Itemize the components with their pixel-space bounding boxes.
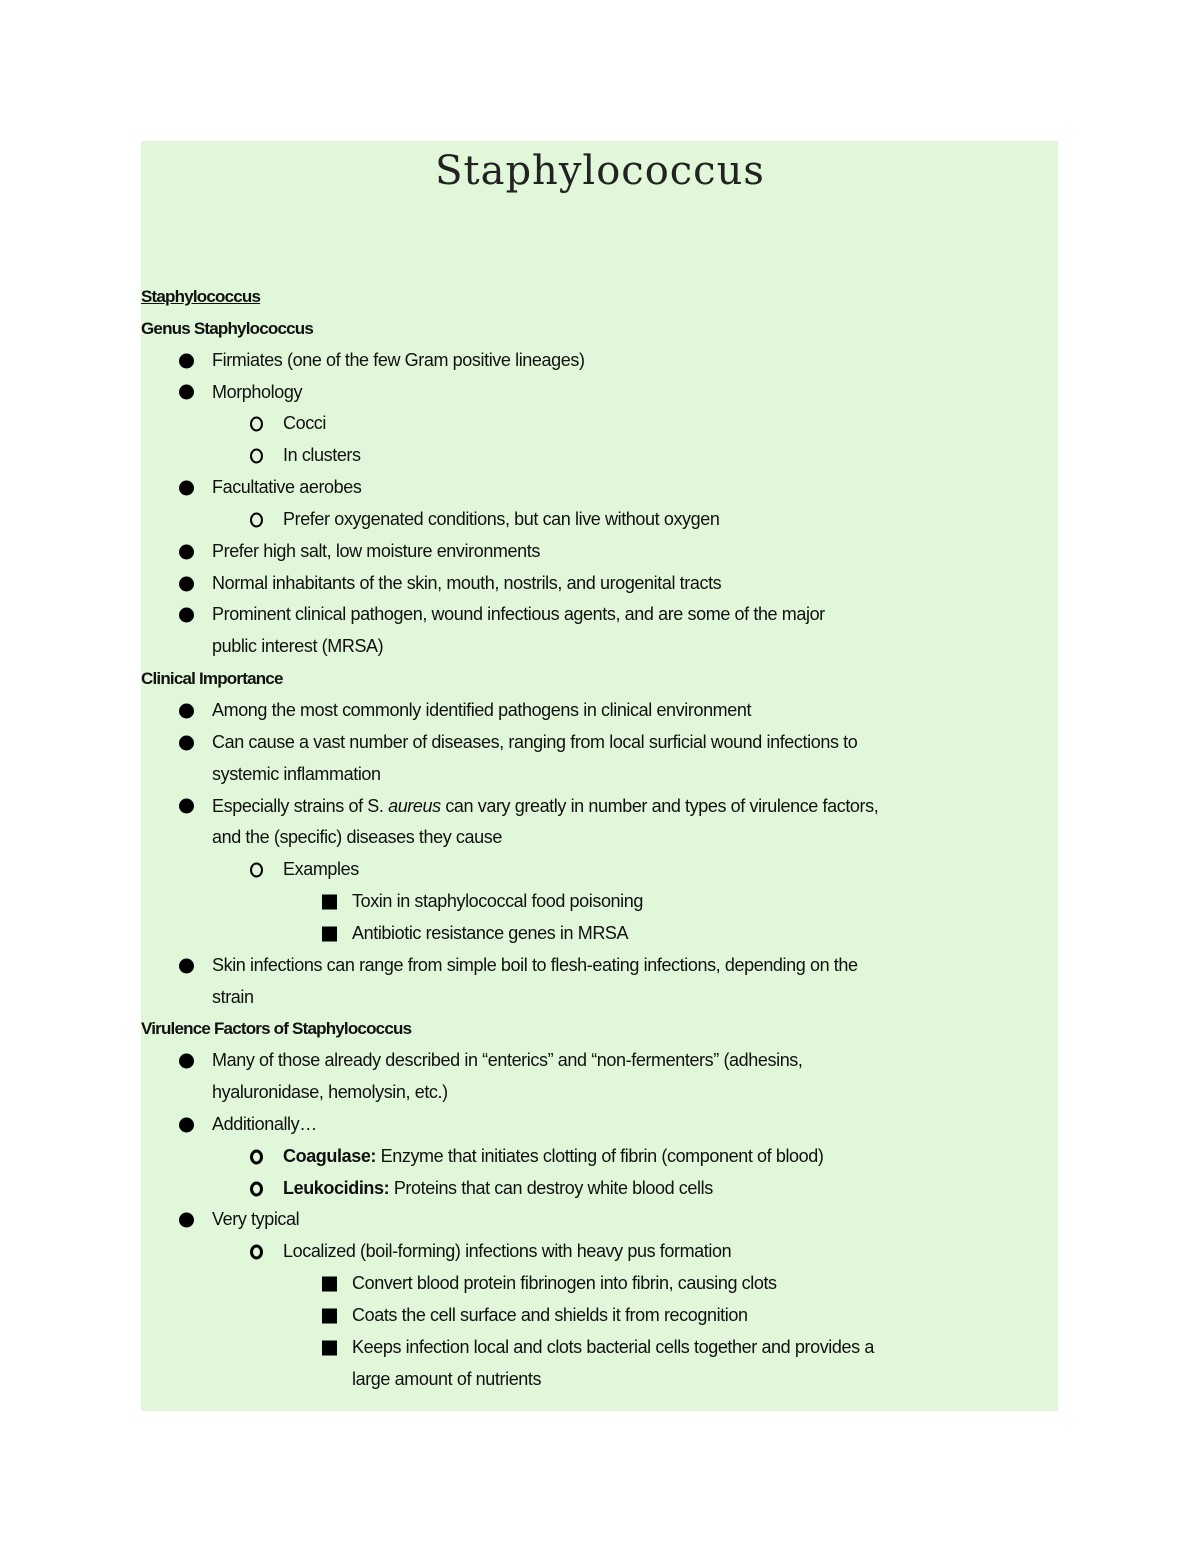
line-text: Clinical Importance	[141, 669, 283, 689]
notes-body	[141, 281, 1071, 1396]
line-text: Examples	[283, 859, 359, 880]
filled-bullet-icon	[179, 799, 194, 814]
line-text: Genus Staphylococcus	[141, 318, 313, 338]
list-item	[141, 1045, 1071, 1077]
list-item	[141, 1077, 1071, 1109]
list-item	[141, 1268, 1071, 1300]
square-bullet-icon	[322, 926, 337, 941]
line-text: Among the most commonly identified pathogens in clinical environment	[212, 699, 752, 720]
list-item	[141, 727, 1071, 759]
list-item	[141, 408, 1071, 440]
list-item	[141, 1109, 1071, 1141]
line-text: Firmiates (one of the few Gram positive lineages)	[212, 349, 585, 370]
filled-bullet-icon	[179, 703, 194, 718]
list-item	[141, 536, 1071, 568]
line-text: strain	[212, 986, 254, 1007]
line-text: Convert blood protein fibrinogen into fibrin, causing clots	[352, 1273, 777, 1294]
list-item	[141, 345, 1071, 377]
line-text: Additionally…	[212, 1113, 317, 1134]
hollow-bullet-icon	[250, 1245, 263, 1260]
square-bullet-icon	[322, 1277, 337, 1292]
list-item	[141, 822, 1071, 854]
term-label: Coagulase:	[283, 1145, 377, 1166]
filled-bullet-icon	[179, 608, 194, 623]
line-text: Localized (boil-forming) infections with heavy pus formation	[283, 1241, 732, 1262]
line-text: Proteins that can destroy white blood cells	[389, 1177, 713, 1198]
list-item	[141, 472, 1071, 504]
list-item	[141, 854, 1071, 886]
list-item	[141, 1141, 1071, 1173]
line-text: and the (specific) diseases they cause	[212, 827, 502, 848]
section-heading	[141, 313, 1071, 345]
list-item	[141, 759, 1071, 791]
square-bullet-icon	[322, 894, 337, 909]
line-text: public interest (MRSA)	[212, 636, 384, 657]
line-text: Facultative aerobes	[212, 477, 362, 498]
filled-bullet-icon	[179, 576, 194, 591]
hollow-bullet-icon	[250, 512, 263, 527]
section-heading	[141, 663, 1071, 695]
line-text: Virulence Factors of Staphylococcus	[141, 1019, 412, 1039]
list-item	[141, 982, 1071, 1014]
filled-bullet-icon	[179, 735, 194, 750]
line-text: Can cause a vast number of diseases, ranging from local surficial wound infections to	[212, 731, 858, 752]
hollow-bullet-icon	[250, 449, 263, 464]
list-item	[141, 791, 1071, 823]
list-item	[141, 695, 1071, 727]
filled-bullet-icon	[179, 480, 194, 495]
list-item	[141, 631, 1071, 663]
list-item	[141, 1173, 1071, 1205]
filled-bullet-icon	[179, 385, 194, 400]
line-text: In clusters	[283, 445, 361, 466]
section-heading	[141, 1013, 1071, 1045]
line-text: Cocci	[283, 413, 327, 434]
line-text: Prefer high salt, low moisture environments	[212, 540, 540, 561]
line-text: Keeps infection local and clots bacterial cells together and provides a	[352, 1336, 874, 1357]
line-text: large amount of nutrients	[352, 1368, 542, 1389]
list-item	[141, 1364, 1071, 1396]
list-item	[141, 886, 1071, 918]
square-bullet-icon	[322, 1340, 337, 1355]
filled-bullet-icon	[179, 1054, 194, 1069]
page-title: Staphylococcus	[435, 148, 765, 194]
section-heading	[141, 281, 1071, 313]
list-item	[141, 1332, 1071, 1364]
list-item	[141, 440, 1071, 472]
hollow-bullet-icon	[250, 417, 263, 432]
hollow-bullet-icon	[250, 863, 263, 878]
species-name: aureus	[388, 795, 441, 816]
list-item	[141, 1300, 1071, 1332]
hollow-bullet-icon	[250, 1149, 263, 1164]
list-item	[141, 1236, 1071, 1268]
line-text: Normal inhabitants of the skin, mouth, nostrils, and urogenital tracts	[212, 572, 722, 593]
filled-bullet-icon	[179, 544, 194, 559]
line-text: Very typical	[212, 1209, 300, 1230]
line-text: systemic inflammation	[212, 763, 381, 784]
list-item	[141, 599, 1071, 631]
line-text: Many of those already described in “enterics” and “non-fermenters” (adhesins,	[212, 1050, 803, 1071]
line-text: can vary greatly in number and types of virulence factors,	[440, 795, 879, 816]
filled-bullet-icon	[179, 1117, 194, 1132]
list-item	[141, 918, 1071, 950]
line-text: Prominent clinical pathogen, wound infectious agents, and are some of the major	[212, 604, 825, 625]
hollow-bullet-icon	[250, 1181, 263, 1196]
line-text: Antibiotic resistance genes in MRSA	[352, 922, 629, 943]
filled-bullet-icon	[179, 958, 194, 973]
square-bullet-icon	[322, 1308, 337, 1323]
filled-bullet-icon	[179, 353, 194, 368]
line-text: Morphology	[212, 381, 303, 402]
line-text: Staphylococcus	[141, 287, 261, 306]
list-item	[141, 950, 1071, 982]
line-text: Skin infections can range from simple boil to flesh-eating infections, depending on the	[212, 954, 858, 975]
term-label: Leukocidins:	[283, 1177, 390, 1198]
line-text: Toxin in staphylococcal food poisoning	[352, 891, 643, 912]
list-item	[141, 1204, 1071, 1236]
line-text: Prefer oxygenated conditions, but can live without oxygen	[283, 508, 720, 529]
text-prefix: Especially strains of S.	[212, 795, 389, 816]
line-text: Enzyme that initiates clotting of fibrin (component of blood)	[376, 1145, 824, 1166]
list-item	[141, 377, 1071, 409]
filled-bullet-icon	[179, 1213, 194, 1228]
line-text: Coats the cell surface and shields it from recognition	[352, 1305, 748, 1325]
list-item	[141, 568, 1071, 600]
line-text: hyaluronidase, hemolysin, etc.)	[212, 1082, 448, 1103]
list-item	[141, 504, 1071, 536]
